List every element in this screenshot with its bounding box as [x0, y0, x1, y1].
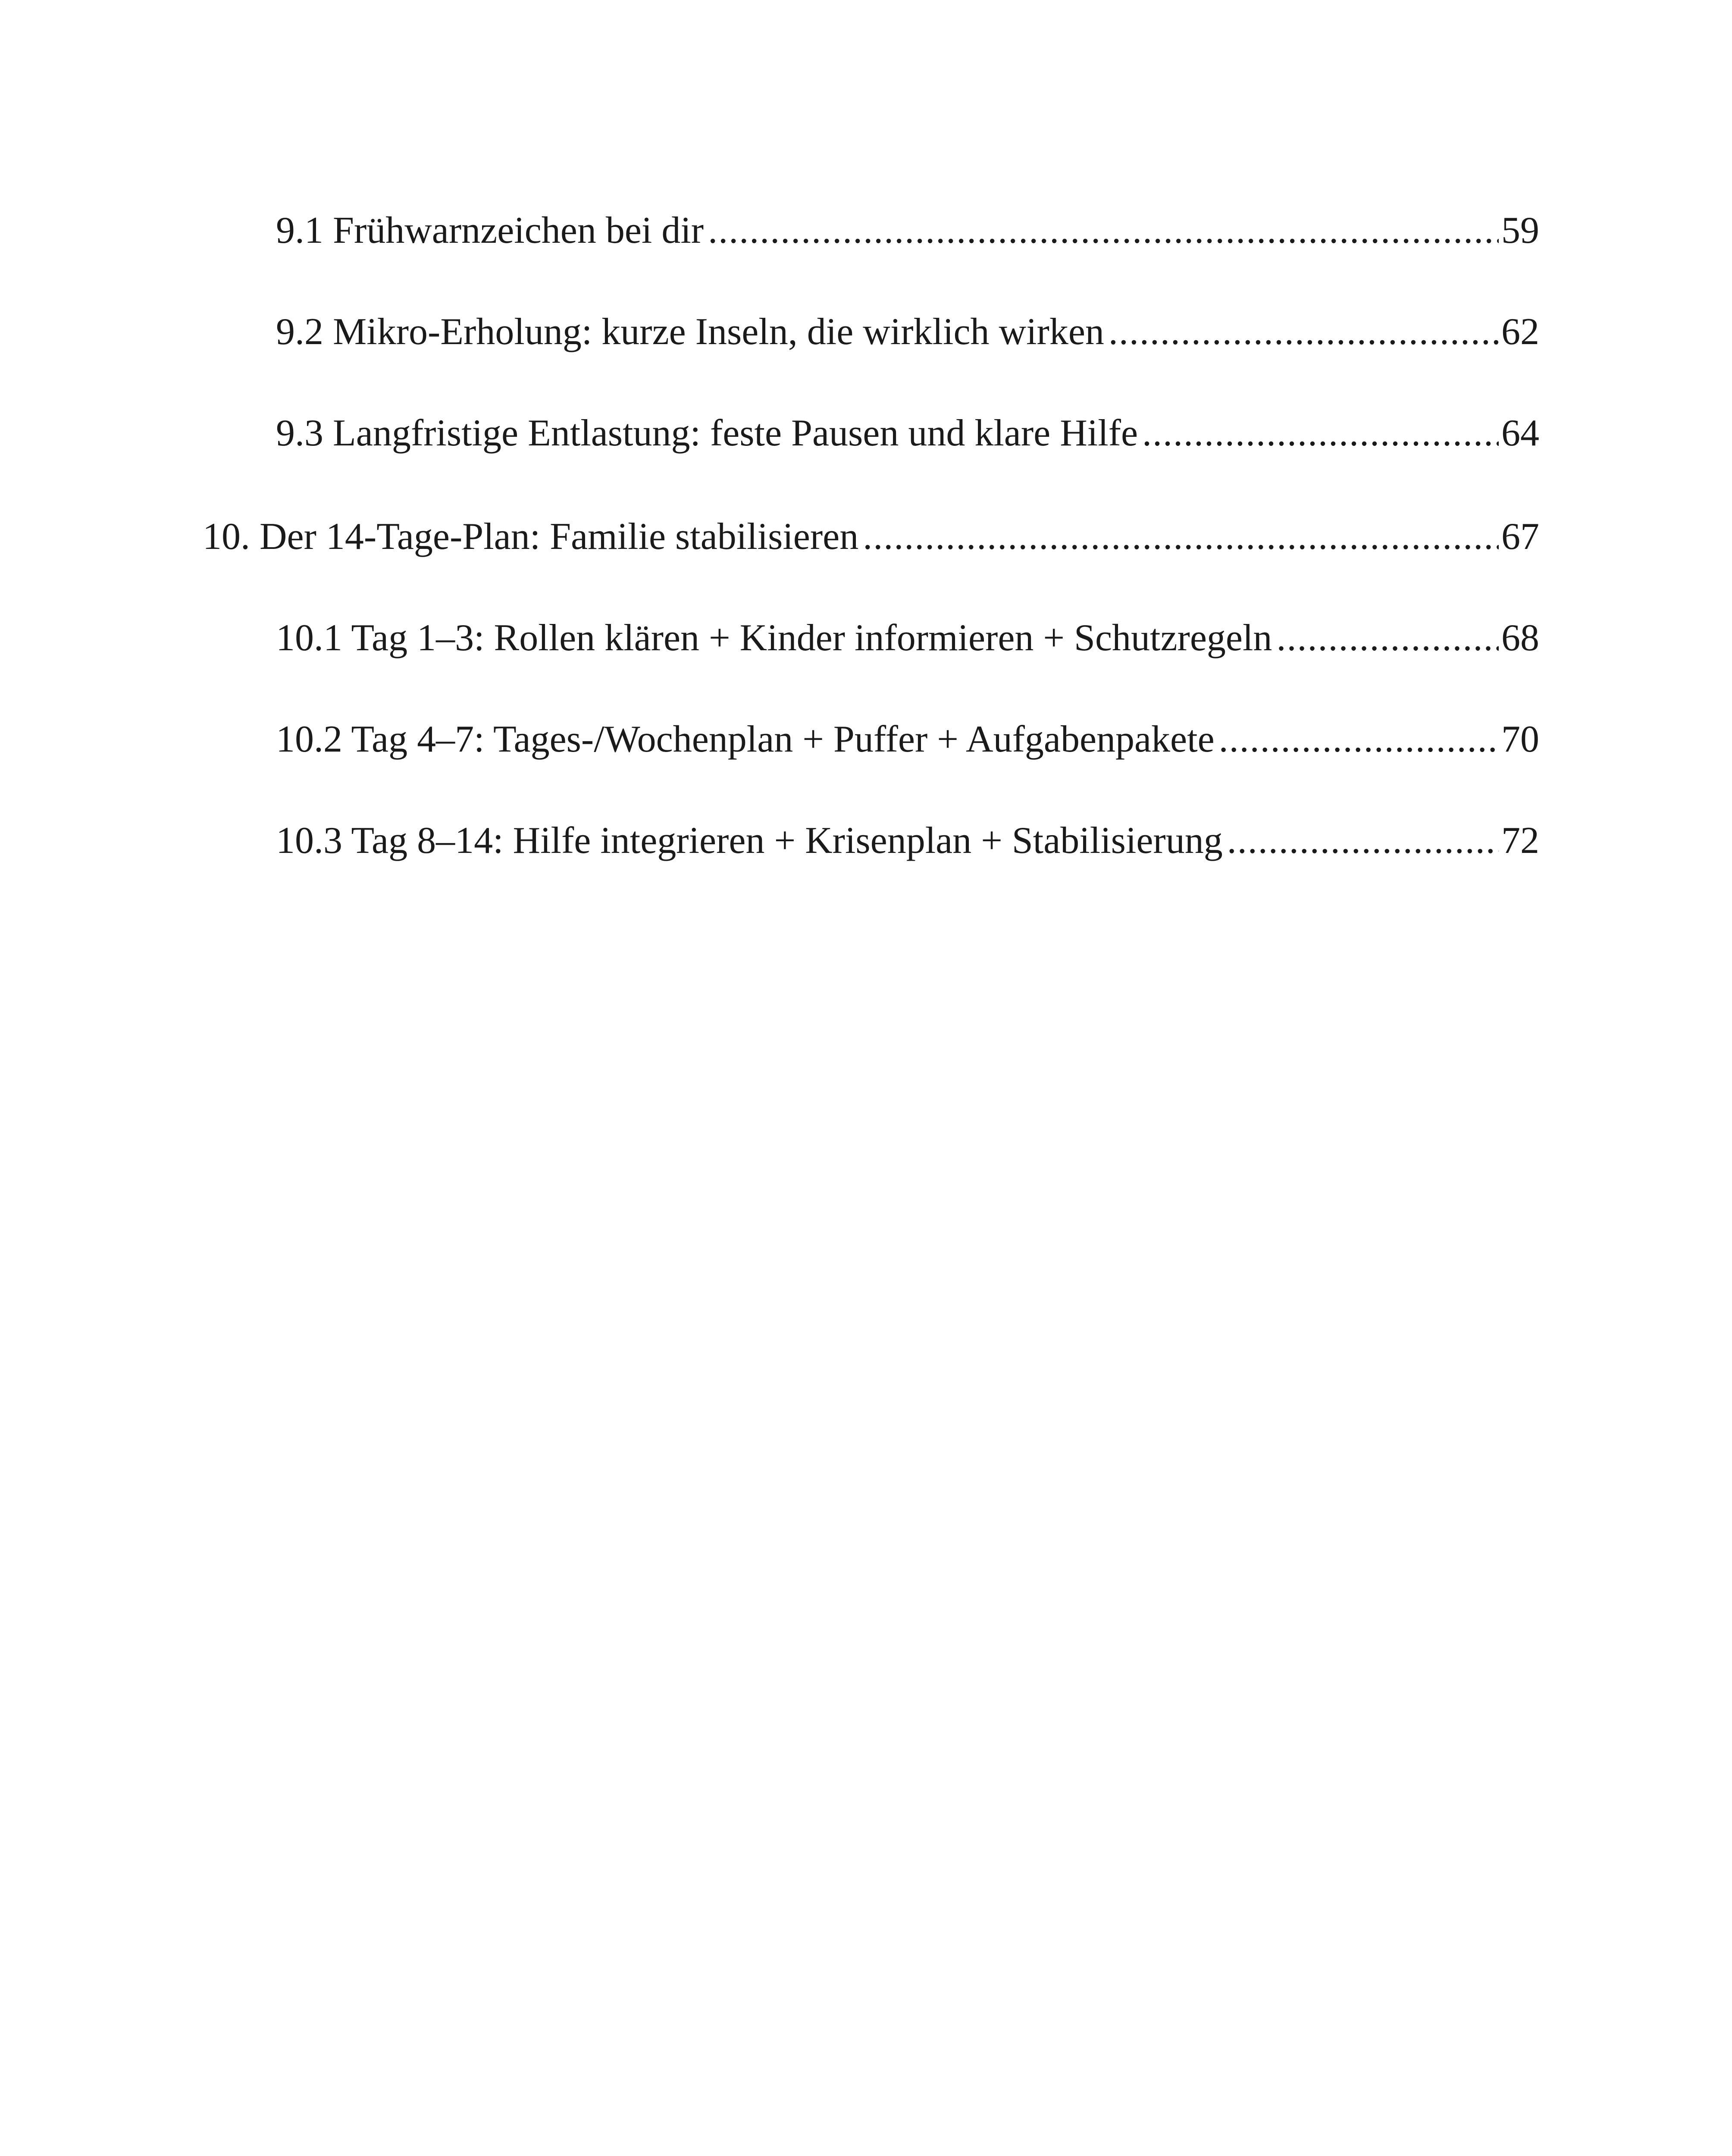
toc-page-number: 70 — [1501, 718, 1539, 760]
toc-page-number: 64 — [1501, 412, 1539, 454]
dot-leader — [1276, 614, 1499, 662]
toc-entry[interactable] — [276, 410, 1539, 457]
dot-leader — [1219, 716, 1499, 763]
toc-page-number: 68 — [1501, 617, 1539, 659]
toc-entry-label: 10.1 Tag 1–3: Rollen klären + Kinder informieren + Schutzregeln — [276, 617, 1272, 659]
toc-entry[interactable] — [276, 614, 1539, 662]
toc-entry[interactable] — [276, 207, 1539, 254]
toc-page-number: 59 — [1501, 210, 1539, 251]
toc-entry-label: 9.2 Mikro-Erholung: kurze Inseln, die wirklich wirken — [276, 311, 1104, 353]
dot-leader — [863, 513, 1499, 561]
dot-leader — [1109, 308, 1499, 356]
dot-leader — [1142, 410, 1499, 457]
toc-entry[interactable] — [203, 513, 1539, 561]
toc-entry-label: 10.2 Tag 4–7: Tages-/Wochenplan + Puffer + Aufgabenpakete — [276, 718, 1215, 760]
toc-entry[interactable] — [276, 308, 1539, 356]
toc-page-number: 62 — [1501, 311, 1539, 353]
toc-entry-label: 10. Der 14-Tage-Plan: Familie stabilisieren — [203, 516, 859, 558]
toc-entry[interactable] — [276, 716, 1539, 763]
toc-page-number: 72 — [1501, 820, 1539, 862]
dot-leader — [708, 207, 1499, 254]
toc-entry-label: 9.3 Langfristige Entlastung: feste Pausen und klare Hilfe — [276, 412, 1138, 454]
toc-page-number: 67 — [1501, 516, 1539, 558]
dot-leader — [1227, 817, 1499, 865]
toc-entry-label: 9.1 Frühwarnzeichen bei dir — [276, 210, 704, 251]
toc-entry-label: 10.3 Tag 8–14: Hilfe integrieren + Krisenplan + Stabilisierung — [276, 820, 1223, 862]
toc-entry[interactable] — [276, 817, 1539, 865]
